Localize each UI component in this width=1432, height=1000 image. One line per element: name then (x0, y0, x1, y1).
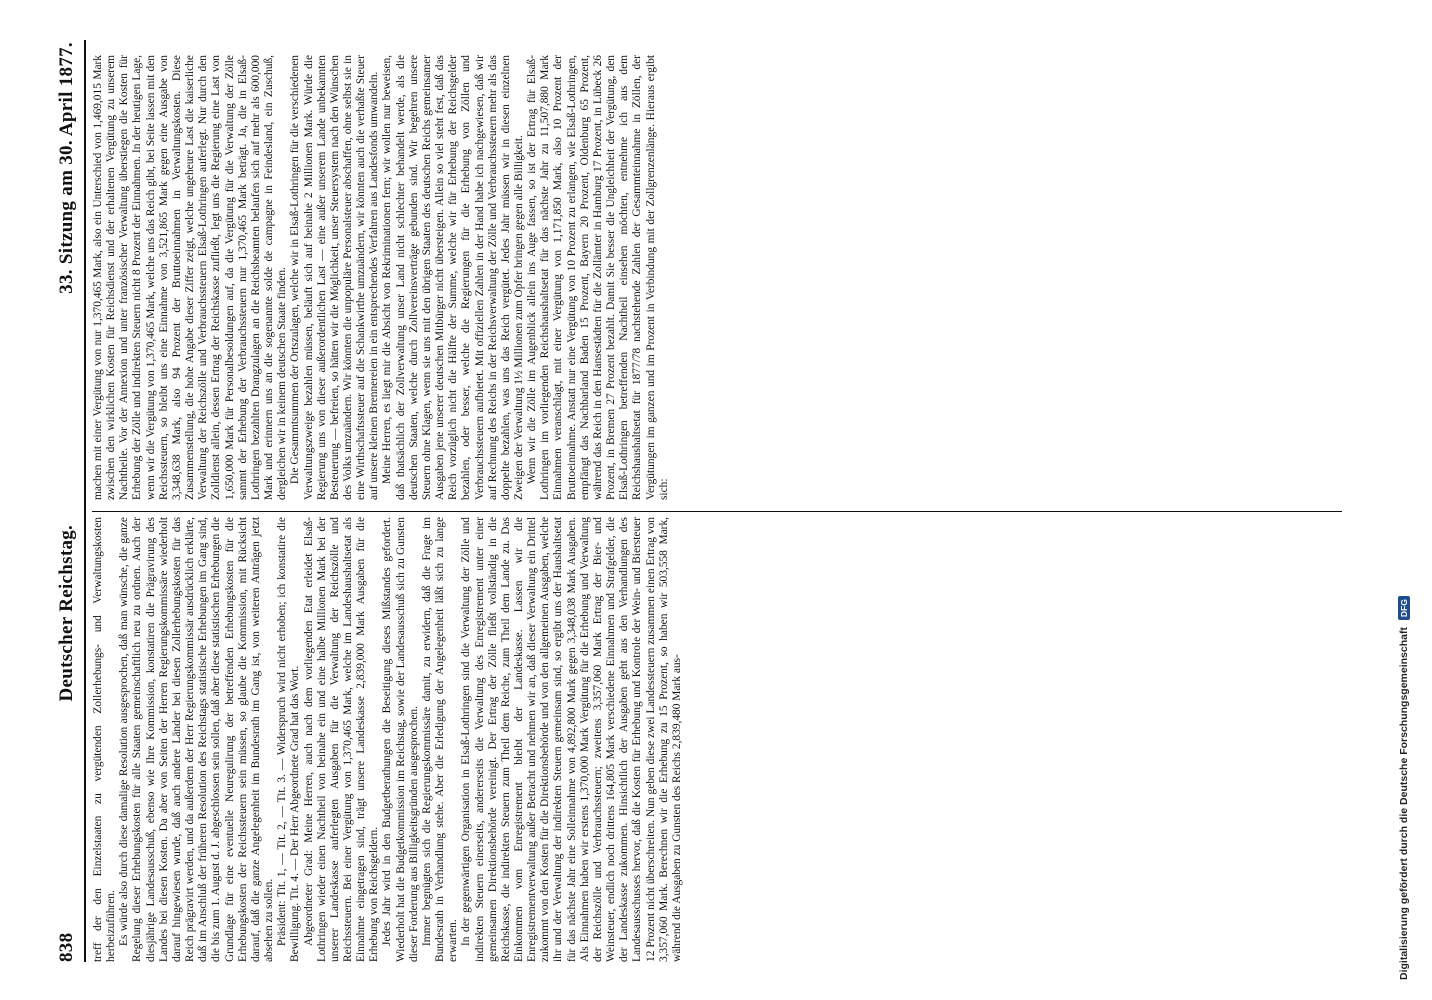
paragraph: Die Gesammtsummen der Ortszulagen, welche wir in Elsaß-Lothringen für die verschiedenen Verwaltungszweige bezahlen müssen, beläuft sich auf beinahe 2 Millionen Mark. Würde die Regierung uns von dieser außerordentlichen Last — eine außer unserem Lande unbekannten Besteuerung — befreien, so hätten wir die Möglichkeit, unser Steuersystem nach den Wünschen des Volks umzuändern. Wir könnten die unpopuläre Personalsteuer abschaffen, ohne selbst sie in eine Wirthschaftssteuer auf die Schankwirthe umzuändern, wir könnten auch die verhaßte Steuer auf unsere kleinen Brennereien in ein entsprechendes Verfahren aus Landesfonds umwandeln. (289, 55, 381, 500)
digitization-credit (1398, 596, 1410, 980)
paragraph: Wenn wir die Zölle im Augenblick allein ins Auge fassen, so ist der Ertrag für Elsaß-Lothringen im vorliegenden Reichshaushaltsetat für das nächste Jahr zu 11,507,880 Mark Einnahmen veranschlagt, mit einer Vergütung von 1,171,850 Mark, also 10 Prozent der Bruttoeinnahme. Anstatt nur eine Vergütung von 10 Prozent zu erlangen, wie Elsaß-Lothringen, empfängt das Nachbarland Baden 15 Prozent, Bayern 20 Prozent, Oldenburg 65 Prozent, während das Reich in den Hansestädten für die Zollämter in Hamburg 17 Prozent, in Lübeck 26 Prozent, in Bremen 27 Prozent bezahlt. Damit Sie besser die Ungleichheit der Vergütung, den Elsaß-Lothringen betreffenden Nachtheil einsehen möchten, entnehme ich aus dem Reichshaushaltsetat für 1877/78 nachstehende Zahlen der Gesammteinnahme in Zöllen, der Vergütungen im ganzen und im Prozent in Verbindung mit der Zollgrenzenlänge. Hieraus ergibt sich: (526, 55, 670, 500)
paragraph: machen mit einer Vergütung von nur 1,370,465 Mark, also ein Unterschied von 1,469,015 Mark zwischen den wirklichen Kosten für Reichsdienst und der erhaltenen Vergütung zu unserem Nachtheile. Vor der Annexion und unter französischer Verwaltung überstiegen die Kosten für Erhebung der Zölle und indirekten Steuern nicht 8 Prozent der Einnahmen. In der heutigen Lage, wenn wir die Vergütung von 1,370,465 Mark, welche uns das Reich gibt, bei Seite lassen mit den Reichssteuern, so bleibt uns eine Einnahme von 3,521,865 Mark gegen eine Ausgabe von 3,348,638 Mark, also 94 Prozent der Bruttoeinnahmen in Verwaltungskosten. Diese Zusammenstellung, die hohe Angabe dieser Ziffer zeigt, welche ungeheure Last die kaiserliche Verwaltung der Reichszölle und Verbrauchssteuern Elsaß-Lothringen auferlegt. Nur durch den Zolldienst allein, dessen Ertrag der Reichskasse zufließt, legt uns die Regierung eine Last von 1,650,000 Mark für Personalbesoldungen auf, da die Vergütung für die Verwaltung der Zölle sammt der Erhebung der Verbrauchssteuern nur 1,370,465 Mark beträgt. Ja, die in Elsaß-Lothringen bezahlten Drangzulagen an die Reichsbeamten belaufen sich auf mehr als 600,000 Mark und erinnern uns an die sogenannte solde de campagne in Feindesland, ein Zuschuß, dergleichen wir in keinem deutschen Staate finden. (92, 55, 289, 500)
paragraph: Abgeordneter Grad: Meine Herren, auch nach dem vorliegenden Etat erleidet Elsaß-Lothringen wieder einen Nachtheil von beinahe ein und eine halbe Millionen Mark bei der unserer Landeskasse auferlegten Ausgaben für die Verwaltung der Reichszölle und Reichssteuern. Bei einer Vergütung von 1,370,465 Mark, welche im Landeshaushaltsetat als Einnahme eingetragen sind, trägt unsere Landeskasse 2,839,000 Mark Ausgaben für die Erhebung von Reichsgeldern. (302, 517, 381, 962)
paragraph: Präsident: Tit. 1, — Tit. 2, — Tit. 3. — Widerspruch wird nicht erhoben; ich konstatire die Bewilligung. Tit. 4. — Der Herr Abgeordnete Grad hat das Wort. (276, 517, 302, 962)
text-column-right (92, 55, 1342, 500)
page-number: 838 (56, 932, 77, 962)
paragraph: In der gegenwärtigen Organisation in Elsaß-Lothringen sind die Verwaltung der Zölle und indirekten Steuern einerseits, andererseits die Verwaltung des Enregistrement unter einer gemeinsamen Direktionsbehörde vereinigt. Der Ertrag der Zölle fließt vollständig in die Reichskasse, die indirekten Steuern zum Theil dem Reiche, zum Theil dem Lande zu. Das Einkommen vom Enregistrement bleibt der Landeskasse. Lassen wir die Enregistrementverwaltung außer Betracht und nehmen wir an, daß dieser Verwaltung ein Drittel zukommt von den Kosten für die Direktionsbehörde und von den allgemeinen Ausgaben, welche ihr und der Verwaltung der indirekten Steuern gemeinsam sind, so ergibt uns der Haushaltsetat für das nächste Jahr eine Solleinnahme von 4,892,800 Mark gegen 3,348,038 Mark Ausgaben. Als Einnahmen haben wir erstens 1,370,000 Mark Vergütung für die Erhebung und Verwaltung der Reichszölle und Verbrauchssteuern; zweitens 3,357,060 Mark Ertrag der Bier- und Weinsteuer, endlich noch drittens 164,805 Mark verschiedene Einnahmen und Strafgelder, die der Landeskasse zukommen. Hinsichtlich der Ausgaben geht aus den Verhandlungen des Landesausschusses hervor, daß die Kosten für Erhebung und Kontrole der Wein- und Biersteuer 12 Prozent nicht überschreiten. Nun geben diese zwei Landessteuern zusammen einen Ertrag von 3,357,060 Mark. Berechnen wir die Erhebung zu 15 Prozent, so haben wir 503,558 Mark, während die Ausgaben zu Gunsten des Reichs 2,839,480 Mark aus- (460, 517, 683, 962)
dfg-logo: DFG (1398, 596, 1410, 620)
paragraph: Immer begnügten sich die Regierungskommissäre damit, zu erwidern, daß die Frage im Bundesrath in Verhandlung stehe. Aber die Erledigung der Angelegenheit läßt sich zu lange erwarten. (420, 517, 460, 962)
page-header (48, 42, 78, 962)
credit-text: Digitalisierung gefördert durch die Deutsche Forschungsgemeinschaft (1398, 627, 1410, 980)
paragraph: treff der den Einzelstaaten zu vergütenden Zollerhebungs- und Verwaltungskosten herbeizuführen. (92, 517, 118, 962)
publication-title: Deutscher Reichstag. (56, 524, 77, 702)
session-title: 33. Sitzung am 30. April 1877. (56, 42, 77, 294)
paragraph: Meine Herren, es liegt mir die Absicht von Rekriminationen fern; wir wollen nur beweisen, daß thatsächlich der Zollverwaltung unser Land nicht schlechter behandelt werde, als die deutschen Staaten, welche durch Zollvereinsverträge gebunden sind. Wir begehren unsere Steuern ohne Klagen, wenn sie uns mit den übrigen Staaten des deutschen Reichs gemeinsamer Ausgaben jene unserer deutschen Mitbürger nicht übersteigen. Allein so viel steht fest, daß das Reich vorzüglich nicht die Hälfte der Summe, welche wir für Erhebung der Reichsgelder bezahlen, oder besser, welche die Regierungen für die Erhebung von Zöllen und Verbrauchssteuern aufbietet. Mit offiziellen Zahlen in der Hand habe ich nachgewiesen, daß wir auf Rechnung des Reichs in der Reichsverwaltung der Zölle und Verbrauchssteuern mehr als das doppelte bezahlen, was uns das Reich vergütet. Jedes Jahr müssen wir in diesen einzelnen Zweigen der Verwaltung 1½ Millionen zum Opfer bringen gegen alle Billigkeit. (381, 55, 525, 500)
paragraph: Jedes Jahr wird in den Budgetberathungen die Beseitigung dieses Mißstandes gefordert. Wiederholt hat die Budgetkommission im Reichstag, sowie der Landesausschuß sich zu Gunsten dieser Forderung aus Billigkeitsgründen ausgesprochen. (381, 517, 420, 962)
text-column-left (92, 517, 1342, 962)
column-divider (92, 511, 1342, 512)
paragraph: Es würde also durch diese damalige Resolution ausgesprochen, daß man wünsche, die ganze Regelung dieser Erhebungskosten für alle Staaten gemeinschaftlich neu zu ordnen. Auch der diesjährige Landesausschuß, ebenso wie Ihre Kommission, konstatiren die Prägravirung des Landes bei diesen Kosten. Da aber von Seiten der Herren Regierungskommissäre wiederholt darauf hingewiesen wurde, daß auch andere Länder bei diesen Zollerhebungskosten für das Reich prägravirt werden, und da außerdem der Herr Regierungskommissär ausdrücklich erklärte, daß im Anschluß der früheren Resolution des Reichstags statistische Erhebungen im Gang sind, die bis zum 1. August d. J. abgeschlossen sein sollen, daß aber diese statistischen Erhebungen die Grundlage für eine eventuelle Neuregulirung der betreffenden Erhebungskosten für die Erhebungskosten der Reichssteuern sein müssen, so glaube die Kommission, mit Rücksicht darauf, daß die ganze Angelegenheit im Bundesrath im Gang ist, von weiteren Anträgen jetzt absehen zu sollen. (118, 517, 276, 962)
header-rule (84, 40, 86, 962)
